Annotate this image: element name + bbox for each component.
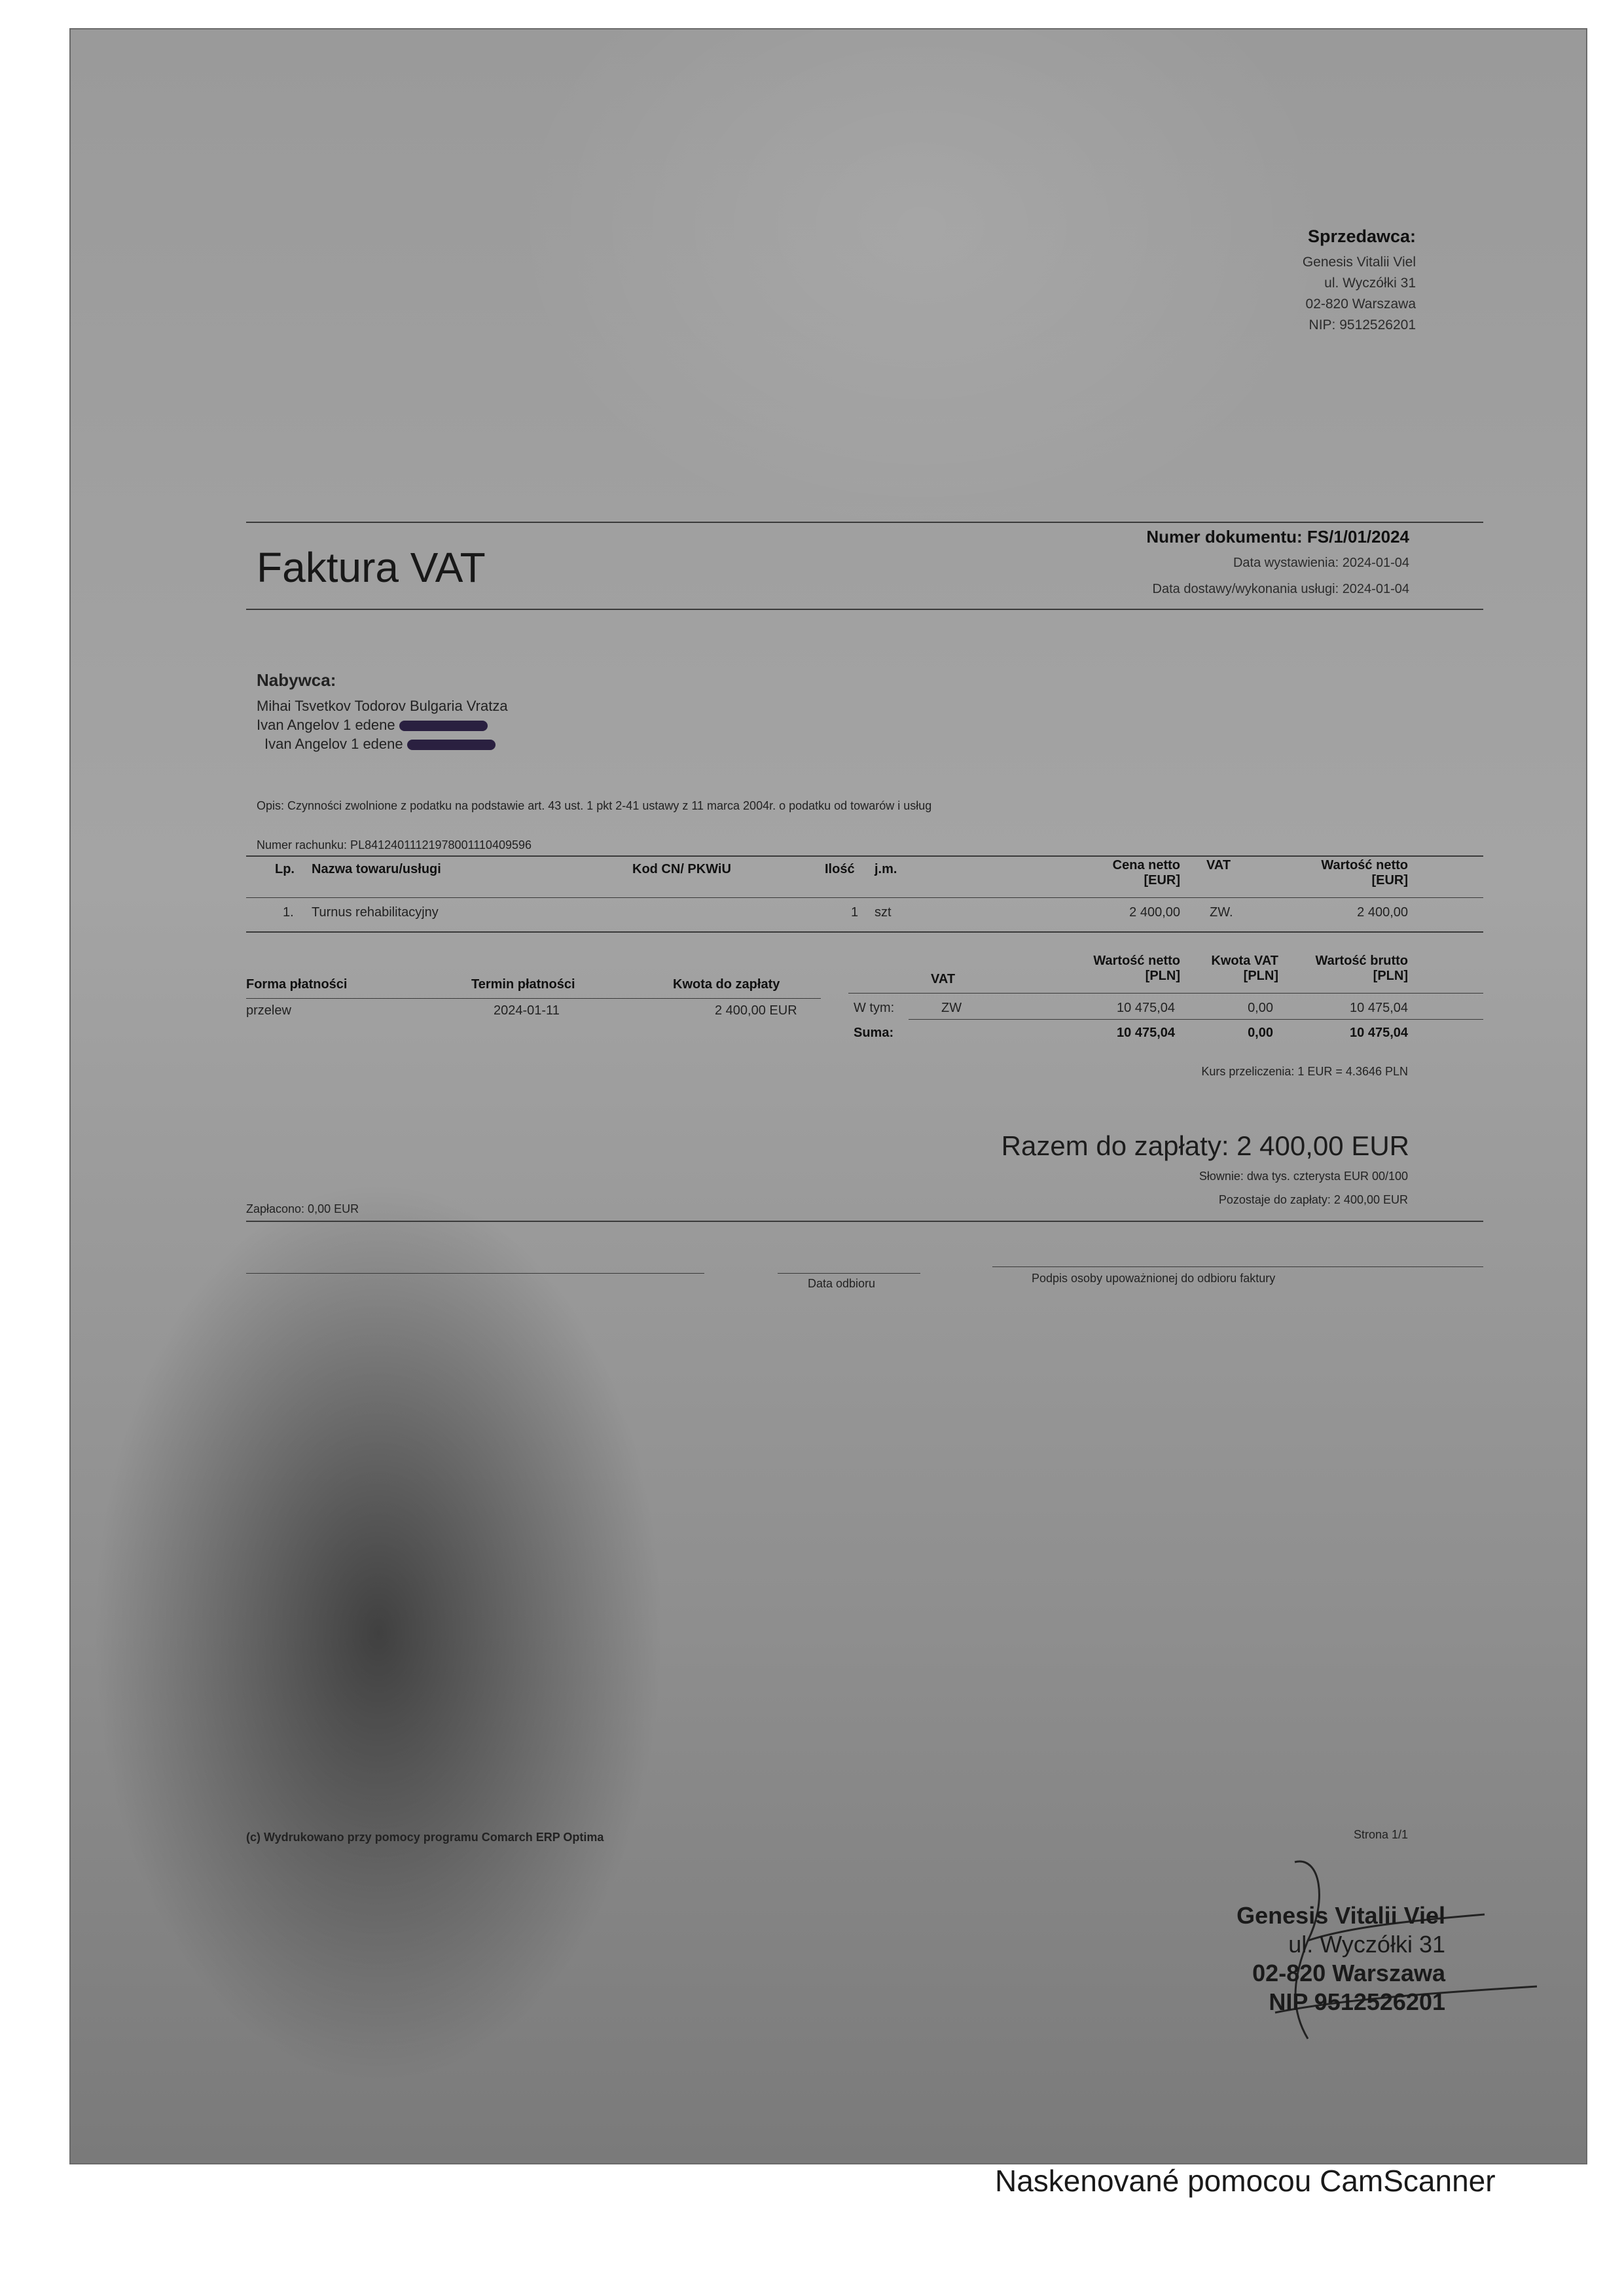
col-header-price-line: Cena netto bbox=[1112, 858, 1180, 872]
buyer-line-redacted bbox=[257, 734, 508, 753]
summary-row-net: 10 475,04 bbox=[1117, 1001, 1175, 1015]
buyer-line-text: Ivan Angelov 1 edene bbox=[257, 717, 395, 733]
authorized-signature-line bbox=[992, 1266, 1483, 1267]
scanned-invoice-page bbox=[71, 29, 1586, 2163]
summary-header-vat-amount-unit: [PLN] bbox=[1243, 969, 1278, 983]
divider bbox=[246, 1221, 1483, 1222]
summary-header-rule bbox=[848, 993, 1483, 994]
summary-row-gross: 10 475,04 bbox=[1350, 1001, 1408, 1015]
signature-line bbox=[246, 1273, 704, 1274]
col-header-code: Kod CN/ PKWiU bbox=[632, 862, 731, 876]
redaction-mark bbox=[407, 740, 496, 750]
exchange-rate: Kurs przeliczenia: 1 EUR = 4.3646 PLN bbox=[1201, 1065, 1408, 1078]
summary-header-net bbox=[1093, 954, 1180, 984]
total-in-words: Słownie: dwa tys. czterysta EUR 00/100 bbox=[1199, 1170, 1408, 1183]
seller-nip: NIP: 9512526201 bbox=[1308, 317, 1416, 332]
seller-heading: Sprzedawca: bbox=[1307, 226, 1416, 246]
row-qty: 1 bbox=[851, 905, 859, 920]
buyer-block bbox=[257, 671, 508, 753]
payment-header-term: Termin płatności bbox=[471, 977, 575, 992]
row-unit: szt bbox=[875, 905, 892, 920]
payment-header-form: Forma płatności bbox=[246, 977, 348, 992]
remaining-due: Pozostaje do zapłaty: 2 400,00 EUR bbox=[1218, 1193, 1408, 1206]
page-number: Strona 1/1 bbox=[1353, 1828, 1408, 1841]
summary-sum-vat-amount: 0,00 bbox=[1248, 1026, 1273, 1040]
col-header-name: Nazwa towaru/usługi bbox=[312, 862, 441, 876]
delivery-date: Data dostawy/wykonania usługi: 2024-01-04 bbox=[1152, 582, 1409, 596]
summary-row-rule bbox=[909, 1019, 1483, 1020]
buyer-heading: Nabywca: bbox=[257, 670, 336, 690]
summary-header-vat-amount bbox=[1211, 954, 1278, 984]
payment-amount: 2 400,00 EUR bbox=[715, 1003, 797, 1018]
stamp-city: 02-820 Warszawa bbox=[1252, 1960, 1445, 1986]
row-price: 2 400,00 bbox=[1129, 905, 1180, 920]
payment-form: przelew bbox=[246, 1003, 291, 1018]
row-name: Turnus rehabilitacyjny bbox=[312, 905, 439, 920]
col-header-price bbox=[1113, 858, 1180, 888]
col-header-unit: j.m. bbox=[875, 862, 897, 876]
software-footer: (c) Wydrukowano przy pomocy programu Comarch ERP Optima bbox=[246, 1831, 604, 1844]
document-info bbox=[1146, 524, 1409, 602]
stamp-nip: NIP 9512526201 bbox=[1269, 1988, 1445, 2015]
row-value: 2 400,00 bbox=[1357, 905, 1408, 920]
summary-row-vat-amount: 0,00 bbox=[1248, 1001, 1273, 1015]
summary-header-gross-line: Wartość brutto bbox=[1315, 954, 1408, 968]
buyer-line: Mihai Tsvetkov Todorov Bulgaria Vratza bbox=[257, 698, 508, 714]
divider bbox=[246, 522, 1483, 523]
receipt-date-line bbox=[778, 1273, 920, 1274]
seller-name: Genesis Vitalii Viel bbox=[1302, 255, 1416, 270]
summary-row-label: W tym: bbox=[854, 1001, 895, 1015]
table-header-rule bbox=[246, 897, 1483, 898]
summary-sum-gross: 10 475,04 bbox=[1350, 1026, 1408, 1040]
table-bottom-rule bbox=[246, 931, 1483, 933]
total-due: Razem do zapłaty: 2 400,00 EUR bbox=[1001, 1130, 1409, 1161]
scanner-watermark: Naskenované pomocou CamScanner bbox=[995, 2164, 1496, 2198]
account-number: Numer rachunku: PL84124011121978001110409596 bbox=[257, 838, 532, 852]
description-text: Opis: Czynności zwolnione z podatku na podstawie art. 43 ust. 1 pkt 2-41 ustawy z 11 marca 2004r. o podatku od towarów i usług bbox=[257, 799, 932, 812]
col-header-price-unit: [EUR] bbox=[1144, 873, 1180, 888]
payment-header-rule bbox=[246, 998, 821, 999]
row-vat: ZW. bbox=[1210, 905, 1233, 920]
col-header-qty: Ilość bbox=[825, 862, 855, 876]
seller-block bbox=[1303, 226, 1416, 336]
payment-term: 2024-01-11 bbox=[494, 1003, 560, 1018]
summary-header-net-unit: [PLN] bbox=[1145, 969, 1180, 983]
amount-paid: Zapłacono: 0,00 EUR bbox=[246, 1202, 359, 1215]
summary-header-net-line: Wartość netto bbox=[1093, 954, 1180, 968]
col-header-value-unit: [EUR] bbox=[1371, 873, 1408, 888]
summary-sum-label: Suma: bbox=[854, 1026, 894, 1040]
summary-row-vat: ZW bbox=[941, 1001, 962, 1015]
summary-header-vat: VAT bbox=[931, 972, 956, 986]
table-top-rule bbox=[246, 855, 1483, 857]
row-lp: 1. bbox=[283, 905, 294, 920]
buyer-line-redacted bbox=[257, 715, 508, 734]
divider bbox=[246, 609, 1483, 610]
summary-header-gross-unit: [PLN] bbox=[1373, 969, 1408, 983]
seller-street: ul. Wyczółki 31 bbox=[1324, 276, 1416, 291]
seller-city: 02-820 Warszawa bbox=[1305, 296, 1416, 312]
payment-header-amount: Kwota do zapłaty bbox=[673, 977, 780, 992]
col-header-vat: VAT bbox=[1206, 858, 1231, 872]
authorized-signature-label: Podpis osoby upoważnionej do odbioru faktury bbox=[1032, 1272, 1276, 1285]
document-title: Faktura VAT bbox=[257, 544, 486, 591]
buyer-line-text: Ivan Angelov 1 edene bbox=[264, 736, 403, 752]
summary-header-vat-amount-line: Kwota VAT bbox=[1211, 954, 1278, 968]
receipt-date-label: Data odbioru bbox=[808, 1277, 876, 1290]
col-header-lp: Lp. bbox=[275, 862, 295, 876]
col-header-value bbox=[1321, 858, 1408, 888]
summary-sum-net: 10 475,04 bbox=[1117, 1026, 1175, 1040]
stamp-name: Genesis Vitalii Viel bbox=[1236, 1902, 1445, 1929]
redaction-mark bbox=[399, 721, 488, 731]
col-header-value-line: Wartość netto bbox=[1321, 858, 1408, 872]
issue-date: Data wystawienia: 2024-01-04 bbox=[1233, 556, 1409, 570]
stamp-street: ul. Wyczółki 31 bbox=[1288, 1931, 1445, 1958]
summary-header-gross bbox=[1316, 954, 1408, 984]
document-number: Numer dokumentu: FS/1/01/2024 bbox=[1146, 527, 1409, 547]
company-stamp bbox=[1229, 1901, 1445, 2017]
